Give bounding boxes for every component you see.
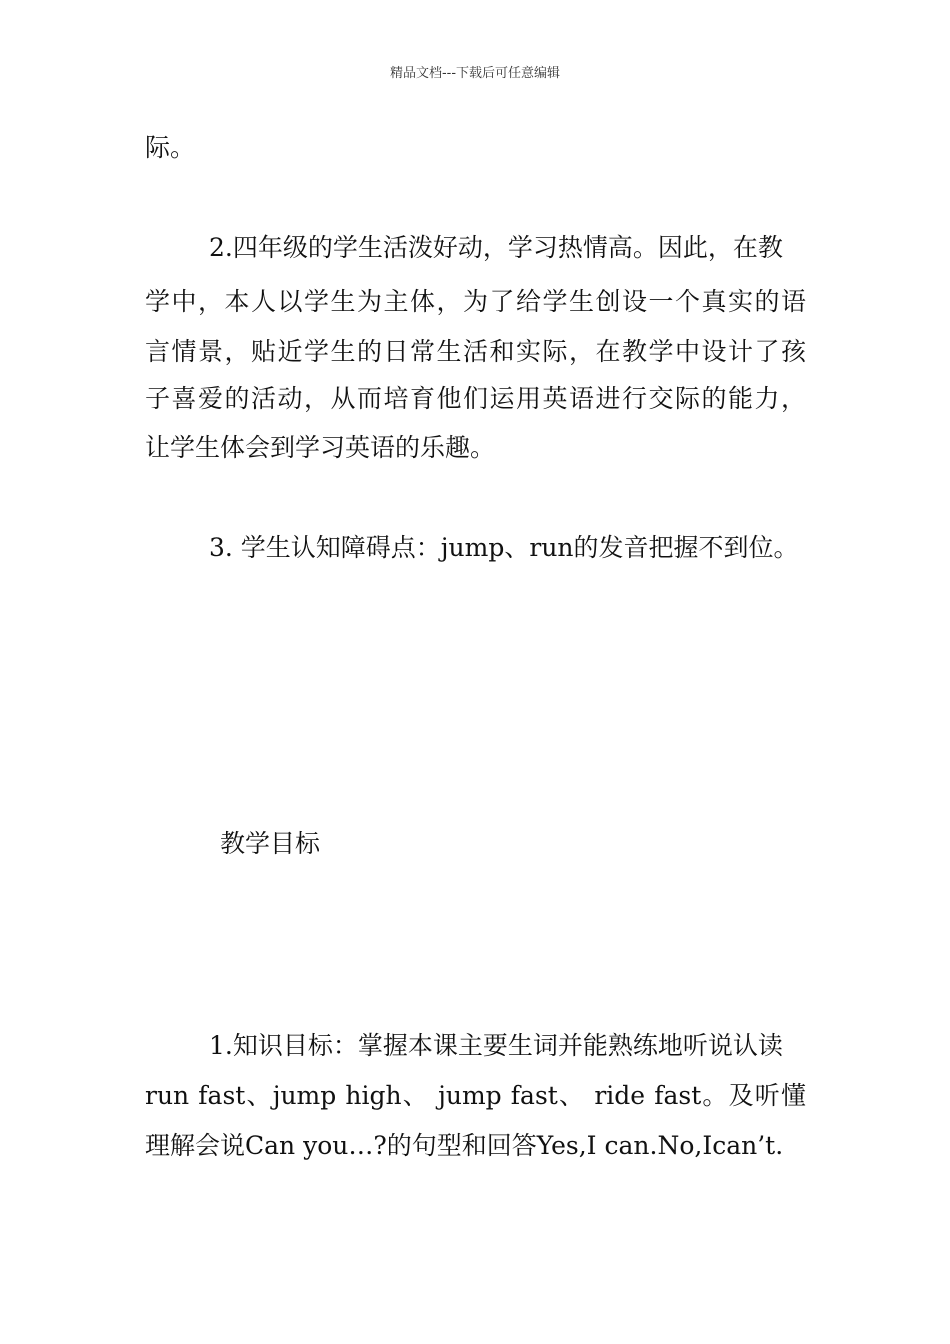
paragraph-continuation: 际。 [145,133,196,162]
section-heading: 教学目标 [220,829,321,858]
paragraph-4-line-2: run fast、jump high、 jump fast、 ride fast。及听懂 [145,1081,806,1110]
paragraph-4-line-3: 理解会说Can you…?的句型和回答Yes,I can.No,Ican’t. [145,1131,784,1160]
paragraph-3: 3. 学生认知障碍点：jump、run的发音把握不到位。 [209,533,799,562]
paragraph-2-line-1: 2.四年级的学生活泼好动，学习热情高。因此，在教 [209,233,783,262]
paragraph-2-line-4: 子喜爱的活动，从而培育他们运用英语进行交际的能力， [145,384,806,413]
paragraph-2-line-3: 言情景，贴近学生的日常生活和实际，在教学中设计了孩 [145,337,806,366]
paragraph-2-line-2: 学中，本人以学生为主体，为了给学生创设一个真实的语 [145,287,806,316]
paragraph-4-line-1: 1.知识目标：掌握本课主要生词并能熟练地听说认读 [209,1031,783,1060]
page-header: 精品文档---下载后可任意编辑 [389,66,561,81]
paragraph-2-line-5: 让学生体会到学习英语的乐趣。 [145,433,496,462]
